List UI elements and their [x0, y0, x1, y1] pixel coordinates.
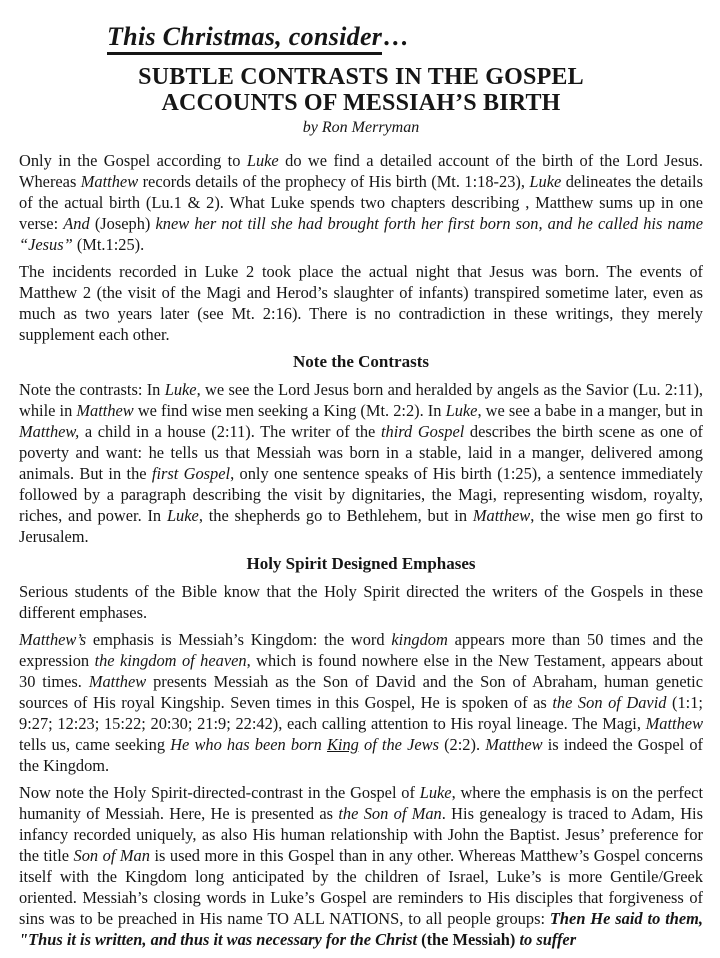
text-segment: King	[327, 735, 359, 754]
text-segment: records details of the prophecy of His birth (Mt. 1:18-23),	[138, 172, 530, 191]
text-segment: (2:2).	[438, 735, 486, 754]
text-segment: delineates the details of the actual birth (Lu.1 & 2). What Luke spends two chapters describing , Matthew sums up in one verse:	[19, 172, 703, 233]
text-segment: Luke	[445, 401, 478, 420]
byline: by Ron Merryman	[302, 119, 420, 136]
paragraph-serious-students	[19, 581, 703, 623]
text-segment: presents Messiah as the Son of David and the Son of Abraham, human genetic sources of His royal Kingship. Seven times in this Gospel, He is spoken of as	[19, 672, 703, 712]
text-segment: , which is found nowhere else in the New Testament, appears about 30 times.	[19, 651, 703, 691]
text-segment: Matthew,	[19, 422, 80, 441]
kicker-heading	[107, 22, 703, 52]
text-segment: we find wise men seeking a King (Mt. 2:2). In	[133, 401, 446, 420]
text-segment: Luke	[246, 151, 279, 170]
text-segment: This Christmas, consider	[107, 22, 382, 55]
text-segment: …	[382, 22, 409, 51]
text-segment: first Gospel	[151, 464, 231, 483]
text-segment: Son of Man	[73, 846, 150, 865]
paragraph-matthews-emphasis	[19, 629, 703, 776]
text-segment: describes the birth scene as one of poverty and want: he tells us that Messiah was born in a stable, laid in a manger, delivered among animals. But in the	[19, 422, 703, 483]
text-segment: Serious students of the Bible know that the Holy Spirit directed the writers of the Gospels in these different emphases.	[19, 582, 703, 622]
text-segment: (1:1; 9:27; 12:23; 15:22; 20:30; 21:9; 22:42), each calling attention to His royal lineage. The Magi,	[19, 693, 703, 733]
text-segment: Matthew	[88, 672, 147, 691]
text-segment: third Gospel	[380, 422, 465, 441]
paragraph-incidents	[19, 261, 703, 345]
paragraph-intro	[19, 150, 703, 255]
text-segment: Matthew’s	[19, 630, 87, 649]
text-segment: . His genealogy is traced to Adam, His infancy recorded uniquely, as also His human relationship with John the Baptist. Jesus’ preference for the title	[19, 804, 703, 865]
text-segment: knew her not till she had brought forth her first born son, and he called his name “Jesus”	[19, 214, 704, 254]
text-segment: The incidents recorded in Luke 2 took place the actual night that Jesus was born. The events of Matthew 2 (the visit of the Magi and Herod’s slaughter of infants) transpired sometime later, even as much as two years later (see Mt. 2:16). There is no contradiction in these writings, they merely supplement each other.	[19, 262, 703, 344]
text-segment: Luke	[164, 380, 197, 399]
text-segment: Luke	[529, 172, 562, 191]
article-title-line1: SUBTLE CONTRASTS IN THE GOSPEL	[138, 64, 584, 90]
text-segment: Matthew	[472, 506, 531, 525]
text-segment: Luke	[419, 783, 452, 802]
text-segment: do we find a detailed account of the birth of the Lord Jesus. Whereas	[19, 151, 703, 191]
text-segment: , we see a babe in a manger, but in	[477, 401, 704, 420]
text-segment: , the wise men go first to Jerusalem.	[19, 506, 703, 546]
text-segment: is indeed the Gospel of the Kingdom.	[19, 735, 703, 775]
article-title-line2: ACCOUNTS OF MESSIAH’S BIRTH	[161, 90, 561, 116]
text-segment: (Joseph)	[89, 214, 156, 233]
paragraph-contrasts	[19, 379, 703, 547]
text-segment: Then He said to them, "Thus it is written, and thus it was necessary for the Christ	[19, 909, 703, 949]
text-segment: , we see the Lord Jesus born and heralded by angels as the Savior (Lu. 2:11), while in	[19, 380, 704, 420]
text-segment: the kingdom of heaven	[94, 651, 247, 670]
section-heading-emphases: Holy Spirit Designed Emphases	[246, 554, 476, 573]
text-segment: the Son of Man	[338, 804, 442, 823]
text-segment: emphasis is Messiah’s Kingdom: the word	[86, 630, 392, 649]
section-heading-contrasts: Note the Contrasts	[293, 352, 429, 371]
text-segment: And	[63, 214, 90, 233]
text-segment: is used more in this Gospel than in any other. Whereas Matthew’s Gospel concerns itself with the Kingdom long anticipated by the children of Israel, Luke’s is more Gentile/Greek oriented. Messiah’s closing words in Luke’s Gospel are reminders to His disciples that forgiveness of sins was to be preached in His name TO ALL NATIONS, to all people groups:	[19, 846, 703, 928]
text-segment: Matthew	[80, 172, 139, 191]
text-segment: of the Jews	[358, 735, 439, 754]
text-segment: , the shepherds go to Bethlehem, but in	[198, 506, 473, 525]
text-segment: He who has been born	[170, 735, 327, 754]
text-segment: appears more than 50 times and the expression	[19, 630, 703, 670]
text-segment: tells us, came seeking	[19, 735, 171, 754]
text-segment: (Mt.1:25).	[72, 235, 145, 254]
text-segment: , where the emphasis is on the perfect humanity of Messiah. Here, He is presented as	[19, 783, 703, 823]
text-segment: Note the contrasts: In	[19, 380, 165, 399]
text-segment: Matthew	[76, 401, 134, 420]
text-segment: to suffer	[519, 930, 577, 949]
text-segment: Matthew	[645, 714, 703, 733]
text-segment: , only one sentence speaks of His birth (1:25), a sentence immediately followed by a paragraph describing the visit by dignitaries, the Magi, representing wisdom, royalty, riches, and power. In	[19, 464, 703, 525]
paragraph-lukes-emphasis	[19, 782, 703, 950]
text-segment: the Son of David	[552, 693, 667, 712]
text-segment: a child in a house (2:11). The writer of the	[79, 422, 381, 441]
article-title	[19, 64, 703, 116]
text-segment: (the Messiah)	[417, 930, 520, 949]
text-segment: Matthew	[485, 735, 543, 754]
text-segment: Luke	[166, 506, 199, 525]
text-segment: Now note the Holy Spirit-directed-contrast in the Gospel of	[19, 783, 420, 802]
text-segment: Only in the Gospel according to	[19, 151, 247, 170]
text-segment: kingdom	[391, 630, 448, 649]
